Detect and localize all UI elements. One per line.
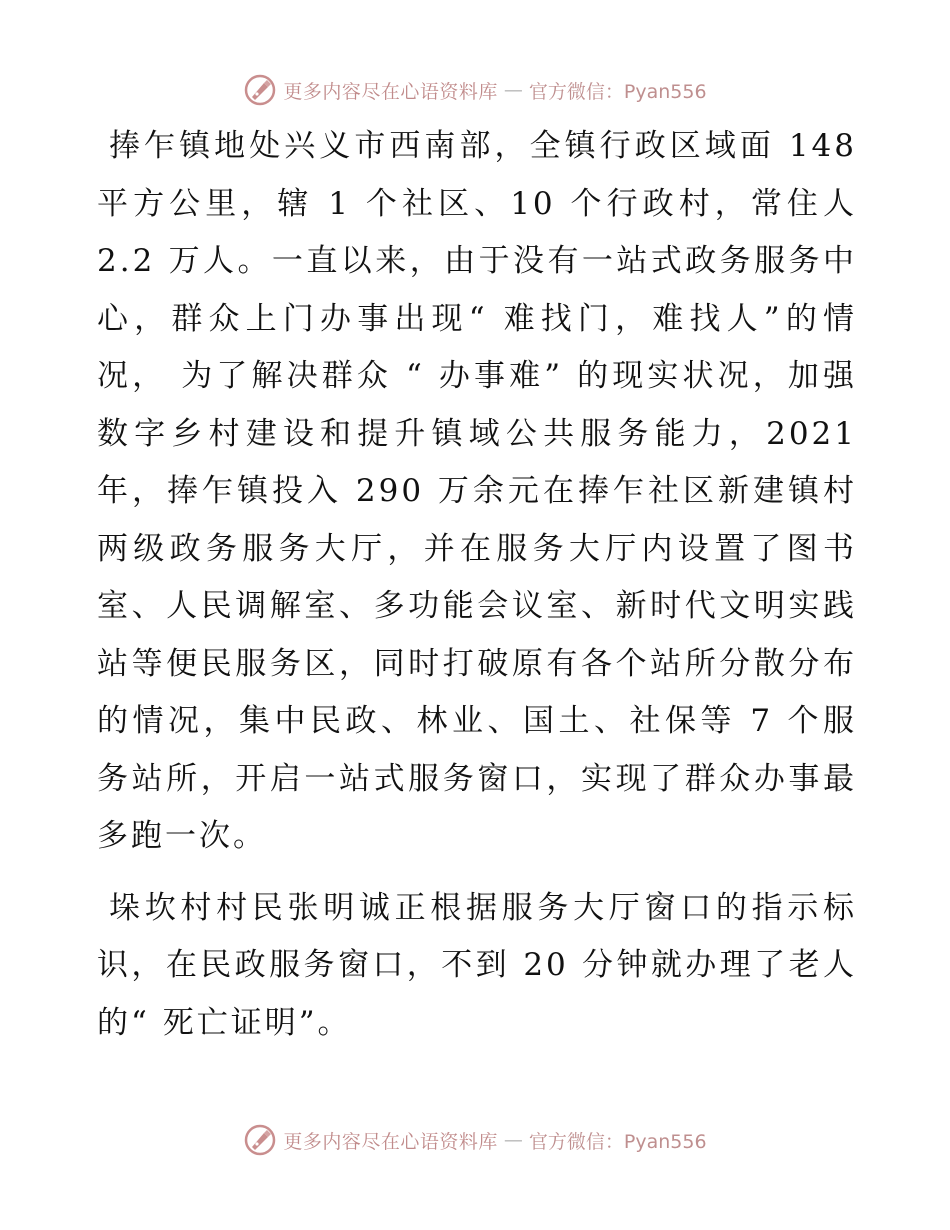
- watermark-brand-text: 更多内容尽在心语资料库: [283, 80, 498, 103]
- header-watermark: [0, 70, 950, 110]
- pen-nib-logo-icon: [243, 73, 277, 107]
- watermark-separator: —: [503, 1129, 523, 1151]
- footer-watermark: [0, 1120, 950, 1160]
- paragraph-1: 捧乍镇地处兴义市西南部，全镇行政区域面 148 平方公里，辖 1 个社区、10 个行政村，常住人 2.2 万人。一直以来，由于没有一站式政务服务中心，群众上门办事出现“ 难找门，难找人”的情况， 为了解决群众 “ 办事难” 的现实状况，加强数字乡村建设和提升镇域公共服务能力，2021 年，捧乍镇投入 290 万余元在捧乍社区新建镇村两级政务服务大厅，并在服务大厅内设置了图书室、人民调解室、多功能会议室、新时代文明实践站等便民服务区，同时打破原有各个站所分散分布的情况，集中民政、林业、国土、社保等 7 个服务站所，开启一站式服务窗口，实现了群众办事最多跑一次。: [97, 128, 857, 854]
- pen-nib-logo-icon: [243, 1123, 277, 1157]
- watermark-wechat-text: 官方微信：Pyan556: [528, 80, 707, 103]
- document-body: [97, 118, 857, 1052]
- watermark-separator: —: [503, 79, 523, 101]
- paragraph-2: 垛坎村村民张明诚正根据服务大厅窗口的指示标识，在民政服务窗口，不到 20 分钟就办理了老人的“ 死亡证明”。: [97, 889, 857, 1041]
- watermark-wechat-text: 官方微信：Pyan556: [528, 1130, 707, 1153]
- watermark-brand-text: 更多内容尽在心语资料库: [283, 1130, 498, 1153]
